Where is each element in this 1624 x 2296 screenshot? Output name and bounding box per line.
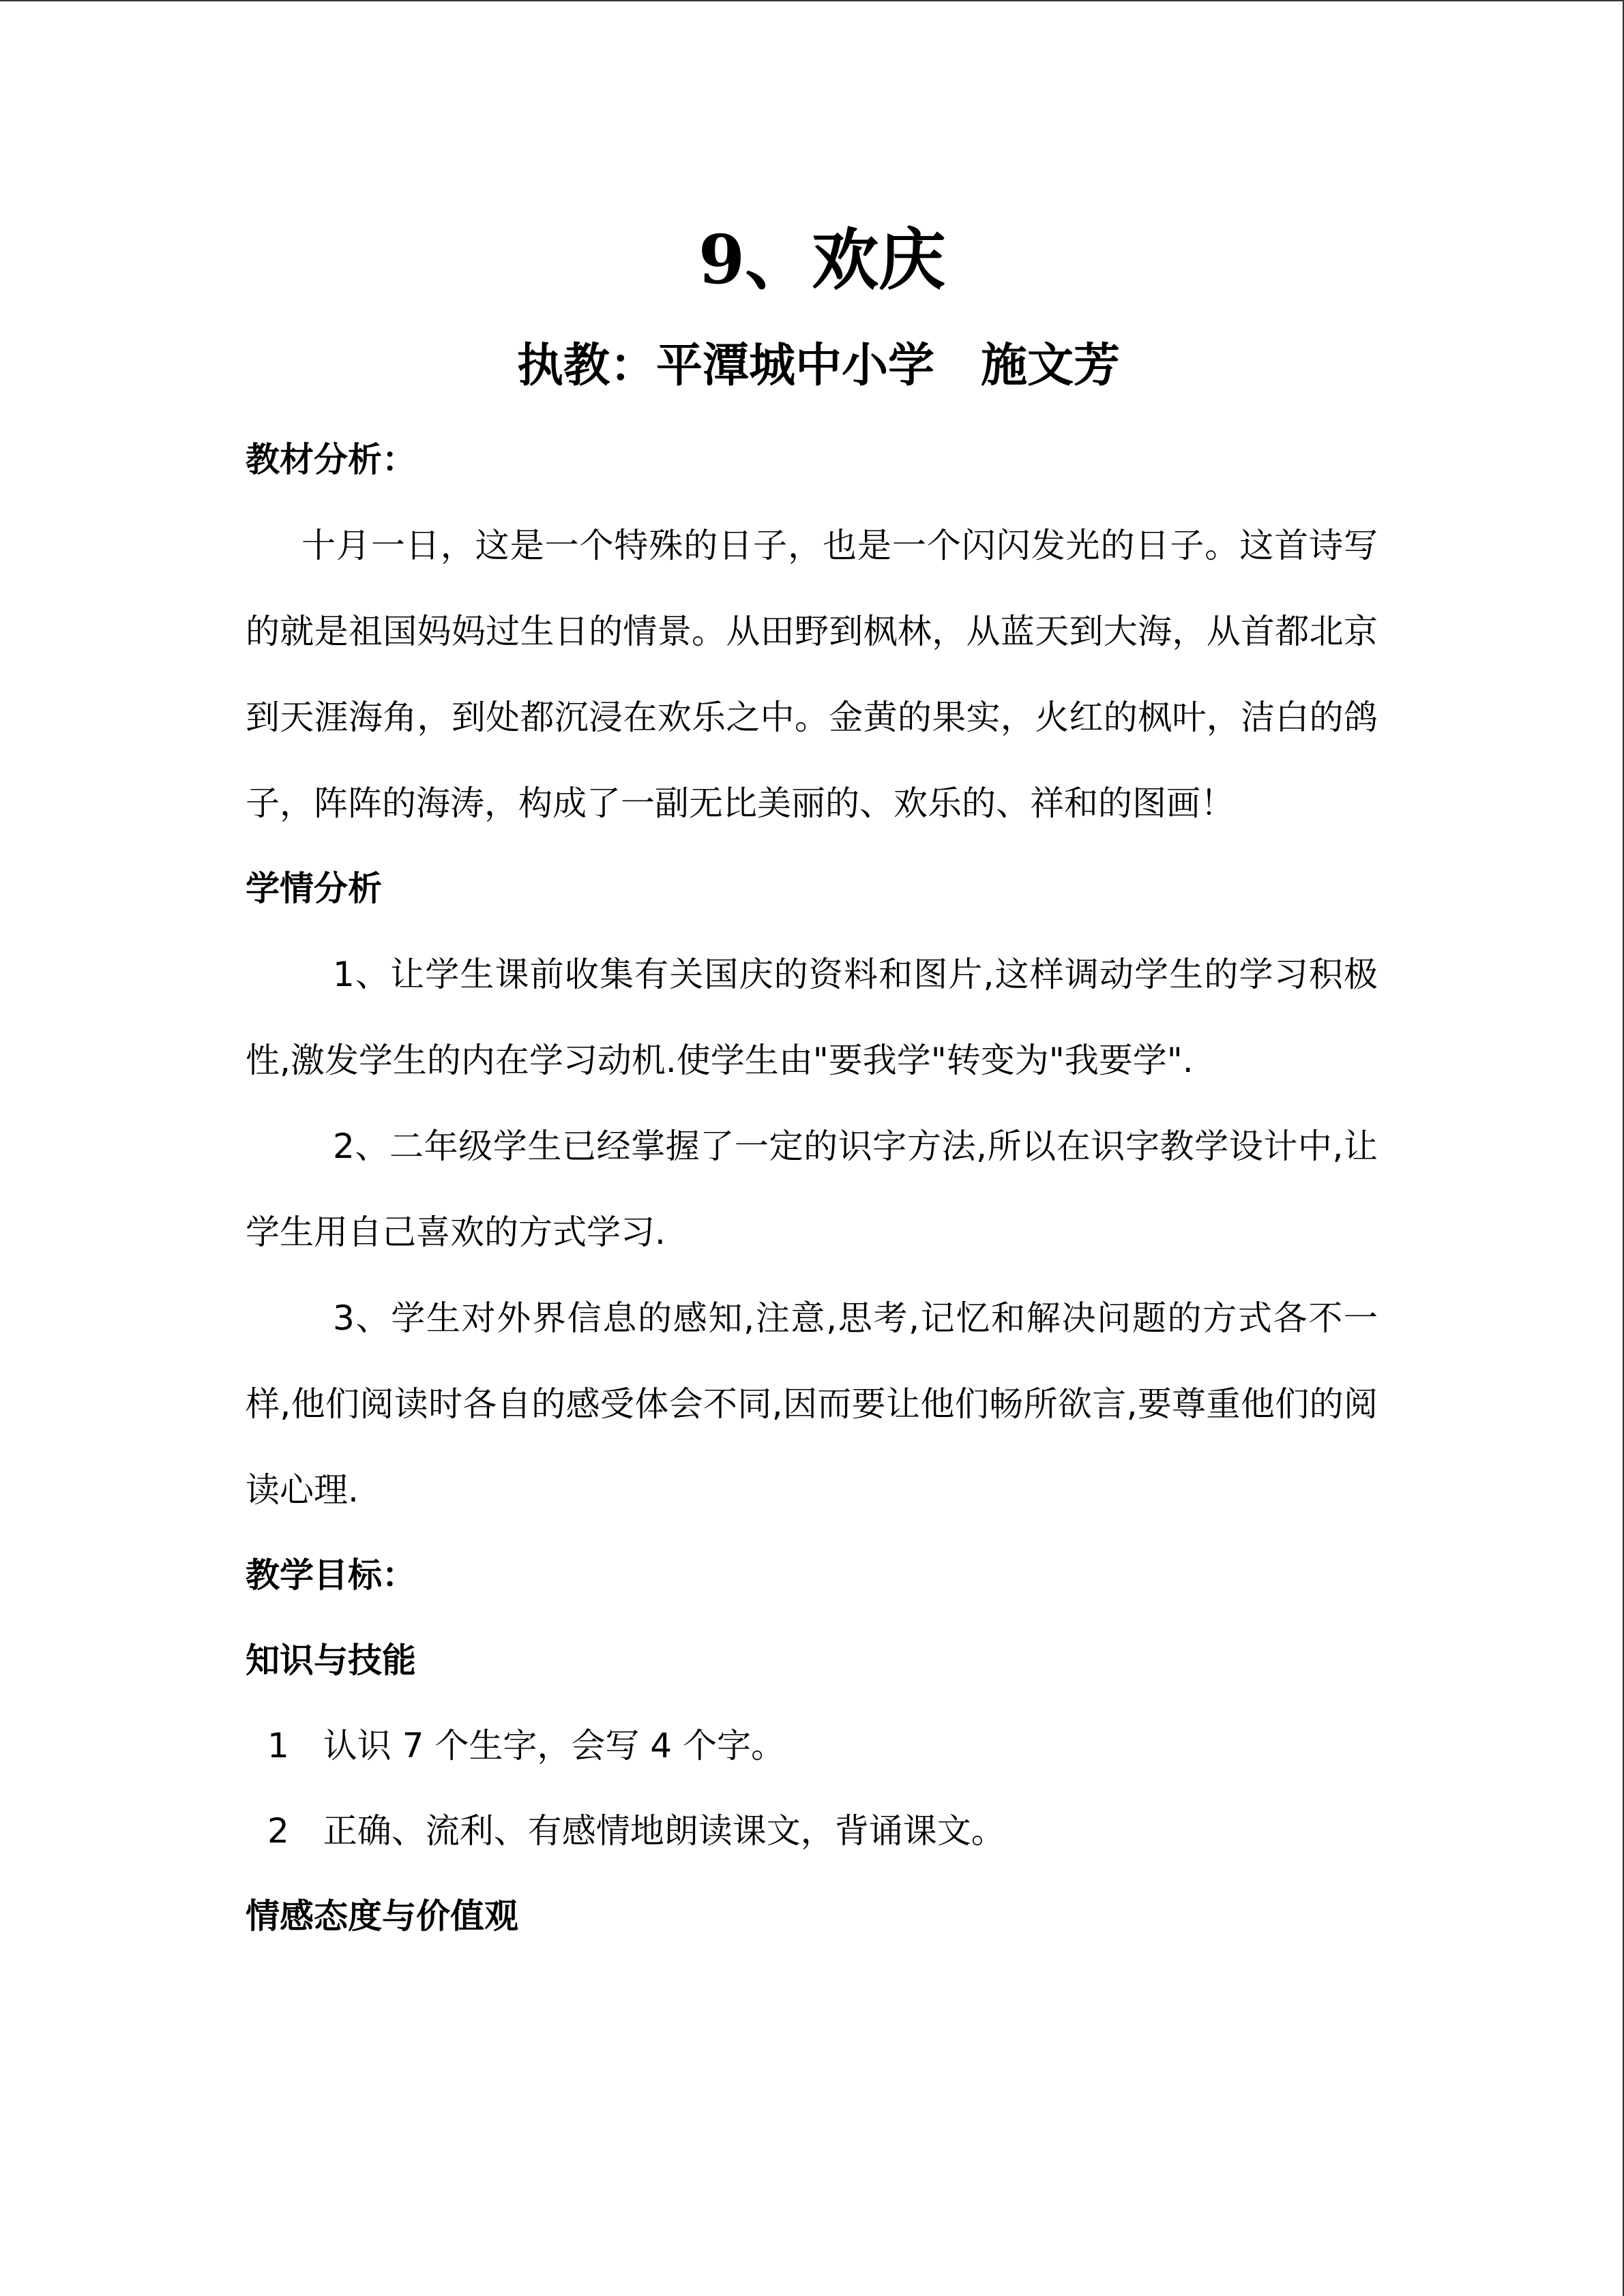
student-analysis-heading: 学情分析 [246, 869, 382, 908]
knowledge-item-1: 1 认识 7 个生字，会写 4 个字。 [267, 1726, 786, 1765]
knowledge-item-2: 2 正确、流利、有感情地朗读课文，背诵课文。 [267, 1811, 1005, 1851]
knowledge-skills-heading: 知识与技能 [246, 1641, 416, 1680]
author-line: 执教：平潭城中小学 施文芳 [516, 339, 1120, 393]
student-point-2: 2、二年级学生已经掌握了一定的识字方法,所以在识字教学设计中,让学生用自己喜欢的方式学习. [246, 1127, 1378, 1252]
student-point-1: 1、让学生课前收集有关国庆的资料和图片,这样调动学生的学习积极性,激发学生的内在学习动机.使学生由"要我学"转变为"我要学". [246, 955, 1378, 1080]
teaching-goals-heading: 教学目标： [246, 1555, 416, 1595]
material-analysis-heading: 教材分析： [246, 440, 416, 479]
page-title: 9、欢庆 [698, 221, 946, 299]
document-content [246, 206, 1378, 1959]
student-point-3: 3、学生对外界信息的感知,注意,思考,记忆和解决问题的方式各不一样,他们阅读时各自的感受体会不同,因而要让他们畅所欲言,要尊重他们的阅读心理. [246, 1298, 1378, 1510]
emotion-values-heading: 情感态度与价值观 [246, 1896, 518, 1936]
material-analysis-text: 十月一日，这是一个特殊的日子，也是一个闪闪发光的日子。这首诗写的就是祖国妈妈过生日的情景。从田野到枫林，从蓝天到大海，从首都北京到天涯海角，到处都沉浸在欢乐之中。金黄的果实，火红的枫叶，洁白的鸽子，阵阵的海涛，构成了一副无比美丽的、欢乐的、祥和的图画！ [246, 526, 1378, 823]
